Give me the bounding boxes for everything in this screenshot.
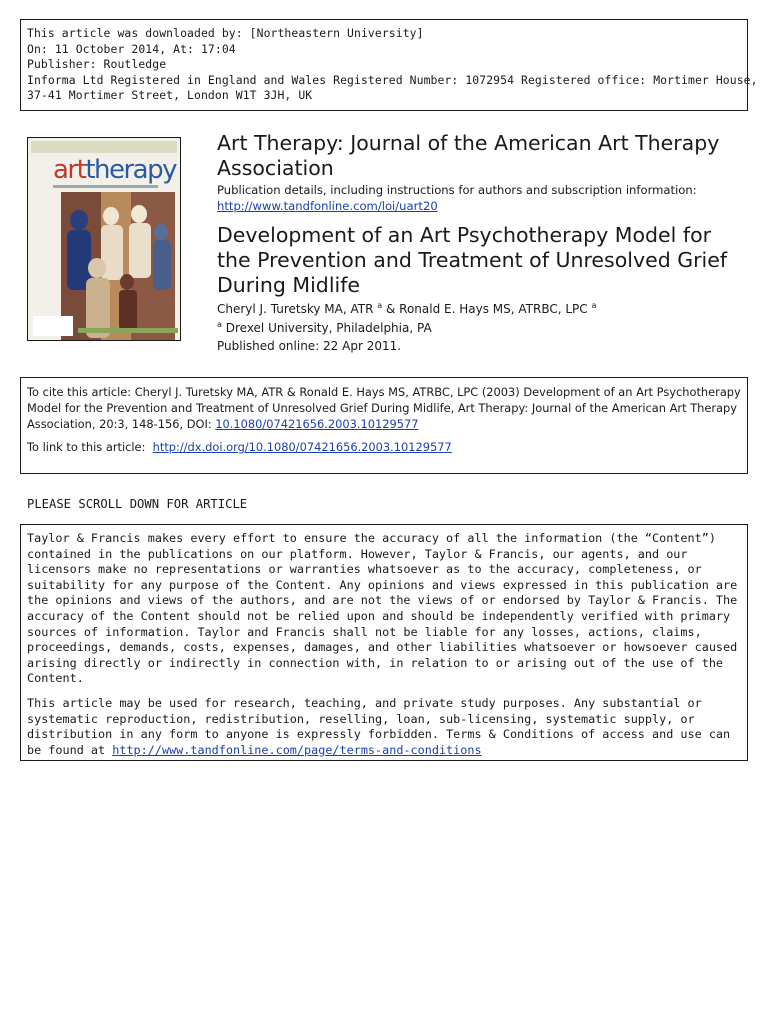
author-separator: & bbox=[382, 302, 400, 316]
affiliation-line bbox=[217, 320, 432, 336]
publisher-line: Publisher: Routledge bbox=[27, 57, 167, 71]
address-line: 37-41 Mortimer Street, London W1T 3JH, UK bbox=[27, 88, 313, 102]
citation-body: To cite this article: Cheryl J. Turetsky MA, ATR & Ronald E. Hays MS, ATRBC, LPC (2003) Development of an Art Psychotherapy Model for the Prevention and Treatment of Unresolved Grief During Midlife, Art Therapy: Journal of the American Art Therapy Association, 20:3, 148-156, DOI: bbox=[27, 385, 741, 431]
usage-text: This article may be used for research, teaching, and private study purposes. Any substantial or systematic reproduction, redistribution, reselling, loan, sub-licensing, systematic supply, or distribution in any form to anyone is expressly forbidden. Terms & Conditions of access and use can be found at bbox=[27, 695, 731, 757]
affiliation-marker: a bbox=[591, 301, 597, 310]
affiliation: Drexel University, Philadelphia, PA bbox=[225, 321, 432, 335]
cover-artwork-figures bbox=[61, 192, 175, 341]
article-link-line bbox=[27, 439, 741, 455]
journal-title: Art Therapy: Journal of the American Art Therapy Association bbox=[217, 131, 720, 180]
registration-line: Informa Ltd Registered in England and Wales Registered Number: 1072954 Registered office: Mortimer House, bbox=[27, 72, 758, 87]
journal-cover-image bbox=[27, 137, 181, 341]
article-link-label: To link to this article: bbox=[27, 440, 146, 454]
download-notice-box bbox=[20, 19, 758, 111]
disclaimer-paragraph: Taylor & Francis makes every effort to ensure the accuracy of all the information (the “Content”) contained in the publications on our platform. However, Taylor & Francis, our agents, and our licensors make no representations or warranties whatsoever as to the accuracy, completeness, or suitability for any purpose of the Content. Any opinions and views expressed in this publication are the opinions and views of the authors, and are not the views of or endorsed by Taylor & Francis. The accuracy of the Content should not be relied upon and should be independently verified with primary sources of information. Taylor and Francis shall not be liable for any losses, actions, claims, proceedings, demands, costs, expenses, damages, and other liabilities whatsoever or howsoever caused arising directly or indirectly in connection with, in relation to or arising out of the use of the Content. bbox=[27, 531, 738, 686]
cover-logo: arttherapy bbox=[53, 155, 177, 185]
author-2: Ronald E. Hays MS, ATRBC, LPC bbox=[399, 302, 588, 316]
citation-text bbox=[27, 384, 741, 432]
doi-link[interactable]: 10.1080/07421656.2003.10129577 bbox=[215, 417, 419, 431]
journal-url-link[interactable]: http://www.tandfonline.com/loi/uart20 bbox=[217, 199, 438, 213]
cover-bottom-strip bbox=[78, 328, 178, 333]
disclaimer-box bbox=[20, 524, 748, 761]
citation-box bbox=[20, 377, 748, 474]
cover-bottom-logo bbox=[33, 316, 73, 336]
usage-paragraph bbox=[27, 696, 741, 758]
download-date-line: On: 11 October 2014, At: 17:04 bbox=[27, 41, 236, 56]
affiliation-marker: a bbox=[217, 320, 222, 329]
terms-link[interactable]: http://www.tandfonline.com/page/terms-and-conditions bbox=[112, 742, 482, 757]
download-line: This article was downloaded by: [Northeastern University] bbox=[27, 26, 424, 40]
cover-artwork bbox=[61, 192, 175, 341]
published-date: Published online: 22 Apr 2011. bbox=[217, 339, 402, 353]
cover-subtitle-line bbox=[53, 185, 158, 188]
affiliation-marker: a bbox=[377, 301, 383, 310]
article-title: Development of an Art Psychotherapy Model for the Prevention and Treatment of Unresolved Grief During Midlife bbox=[217, 223, 728, 297]
cover-top-strip bbox=[31, 141, 177, 153]
author-1: Cheryl J. Turetsky MA, ATR bbox=[217, 302, 374, 316]
article-doi-url-link[interactable]: http://dx.doi.org/10.1080/07421656.2003.10129577 bbox=[152, 440, 452, 454]
publication-details: Publication details, including instructions for authors and subscription information: bbox=[217, 183, 697, 197]
authors-line bbox=[217, 301, 596, 317]
scroll-down-note: PLEASE SCROLL DOWN FOR ARTICLE bbox=[27, 497, 248, 511]
